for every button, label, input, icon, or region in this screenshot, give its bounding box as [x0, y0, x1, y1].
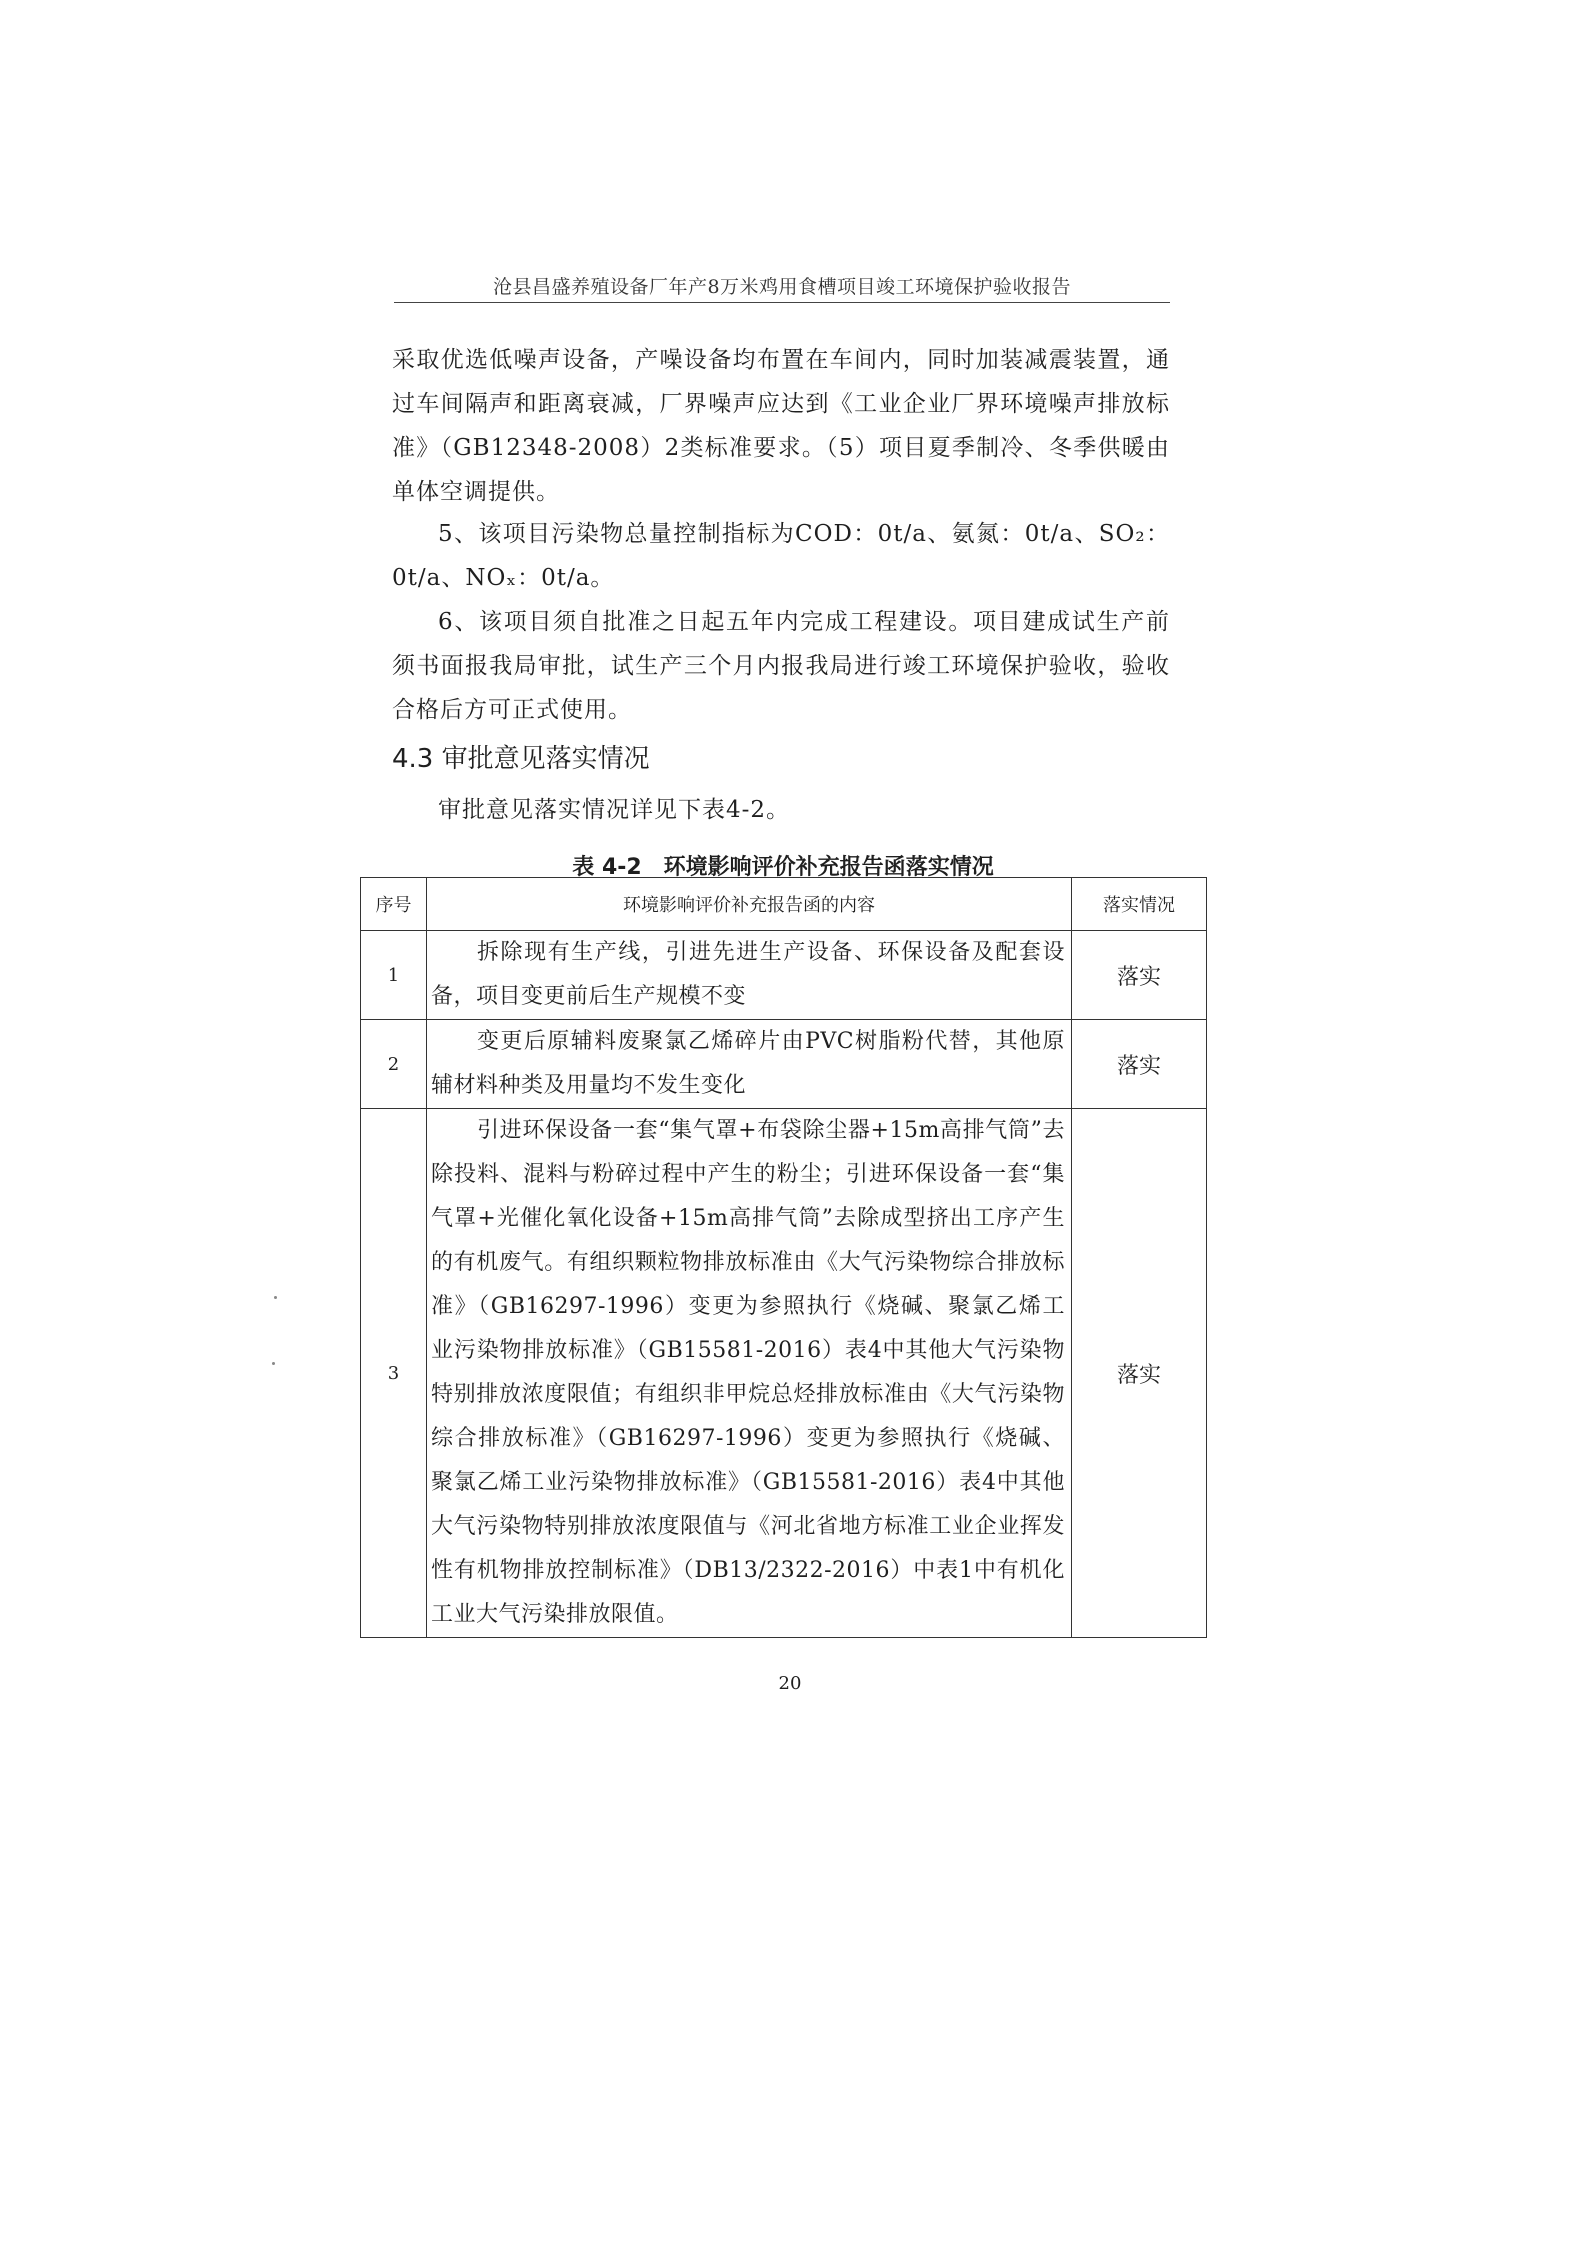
- row-status: 落实: [1072, 1020, 1207, 1109]
- row-seq: 1: [361, 931, 427, 1020]
- table-caption: 表 4-2 环境影响评价补充报告函落实情况: [572, 855, 994, 880]
- scan-speck: [274, 1296, 277, 1299]
- header-content: 环境影响评价补充报告函的内容: [427, 878, 1072, 931]
- paragraph-noise-control: 采取优选低噪声设备，产噪设备均布置在车间内，同时加装减震装置，通过车间隔声和距离衰减，厂界噪声应达到《工业企业厂界环境噪声排放标准》（GB12348-2008）2类标准要求。（5）项目夏季制冷、冬季供暖由单体空调提供。: [392, 347, 1170, 505]
- table-row: [361, 1109, 1207, 1638]
- paragraph-pollutant-total-control: 5、该项目污染物总量控制指标为COD：0t/a、氨氮：0t/a、SO₂：0t/a、NOₓ：0t/a。: [392, 521, 1170, 591]
- row-content: 引进环保设备一套“集气罩+布袋除尘器+15m高排气筒”去除投料、混料与粉碎过程中产生的粉尘；引进环保设备一套“集气罩+光催化氧化设备+15m高排气筒”去除成型挤出工序产生的有机废气。有组织颗粒物排放标准由《大气污染物综合排放标准》（GB16297-1996）变更为参照执行《烧碱、聚氯乙烯工业污染物排放标准》（GB15581-2016）表4中其他大气污染物特别排放浓度限值；有组织非甲烷总烃排放标准由《大气污染物综合排放标准》（GB16297-1996）变更为参照执行《烧碱、聚氯乙烯工业污染物排放标准》（GB15581-2016）表4中其他大气污染物特别排放浓度限值与《河北省地方标准工业企业挥发性有机物排放控制标准》（DB13/2322-2016）中表1中有机化工业大气污染排放限值。: [427, 1109, 1072, 1638]
- header-rule: [394, 302, 1170, 303]
- implementation-table: [360, 877, 1207, 1638]
- table-header-row: [361, 878, 1207, 931]
- row-status: 落实: [1072, 931, 1207, 1020]
- header-seq: 序号: [361, 878, 427, 931]
- row-seq: 3: [361, 1109, 427, 1638]
- section-intro: 审批意见落实情况详见下表4-2。: [438, 797, 791, 823]
- header-status: 落实情况: [1072, 878, 1207, 931]
- row-status: 落实: [1072, 1109, 1207, 1638]
- page-number: 20: [778, 1673, 802, 1694]
- row-content: 变更后原辅料废聚氯乙烯碎片由PVC树脂粉代替，其他原辅材料种类及用量均不发生变化: [427, 1020, 1072, 1109]
- running-header: 沧县昌盛养殖设备厂年产8万米鸡用食槽项目竣工环境保护验收报告: [492, 276, 1072, 298]
- table-row: [361, 931, 1207, 1020]
- table-row: [361, 1020, 1207, 1109]
- scan-speck: [272, 1362, 275, 1365]
- section-heading: 4.3 审批意见落实情况: [392, 744, 650, 774]
- paragraph-construction-deadline: 6、该项目须自批准之日起五年内完成工程建设。项目建成试生产前须书面报我局审批，试生产三个月内报我局进行竣工环境保护验收，验收合格后方可正式使用。: [392, 609, 1170, 723]
- row-content: 拆除现有生产线，引进先进生产设备、环保设备及配套设备，项目变更前后生产规模不变: [427, 931, 1072, 1020]
- row-seq: 2: [361, 1020, 427, 1109]
